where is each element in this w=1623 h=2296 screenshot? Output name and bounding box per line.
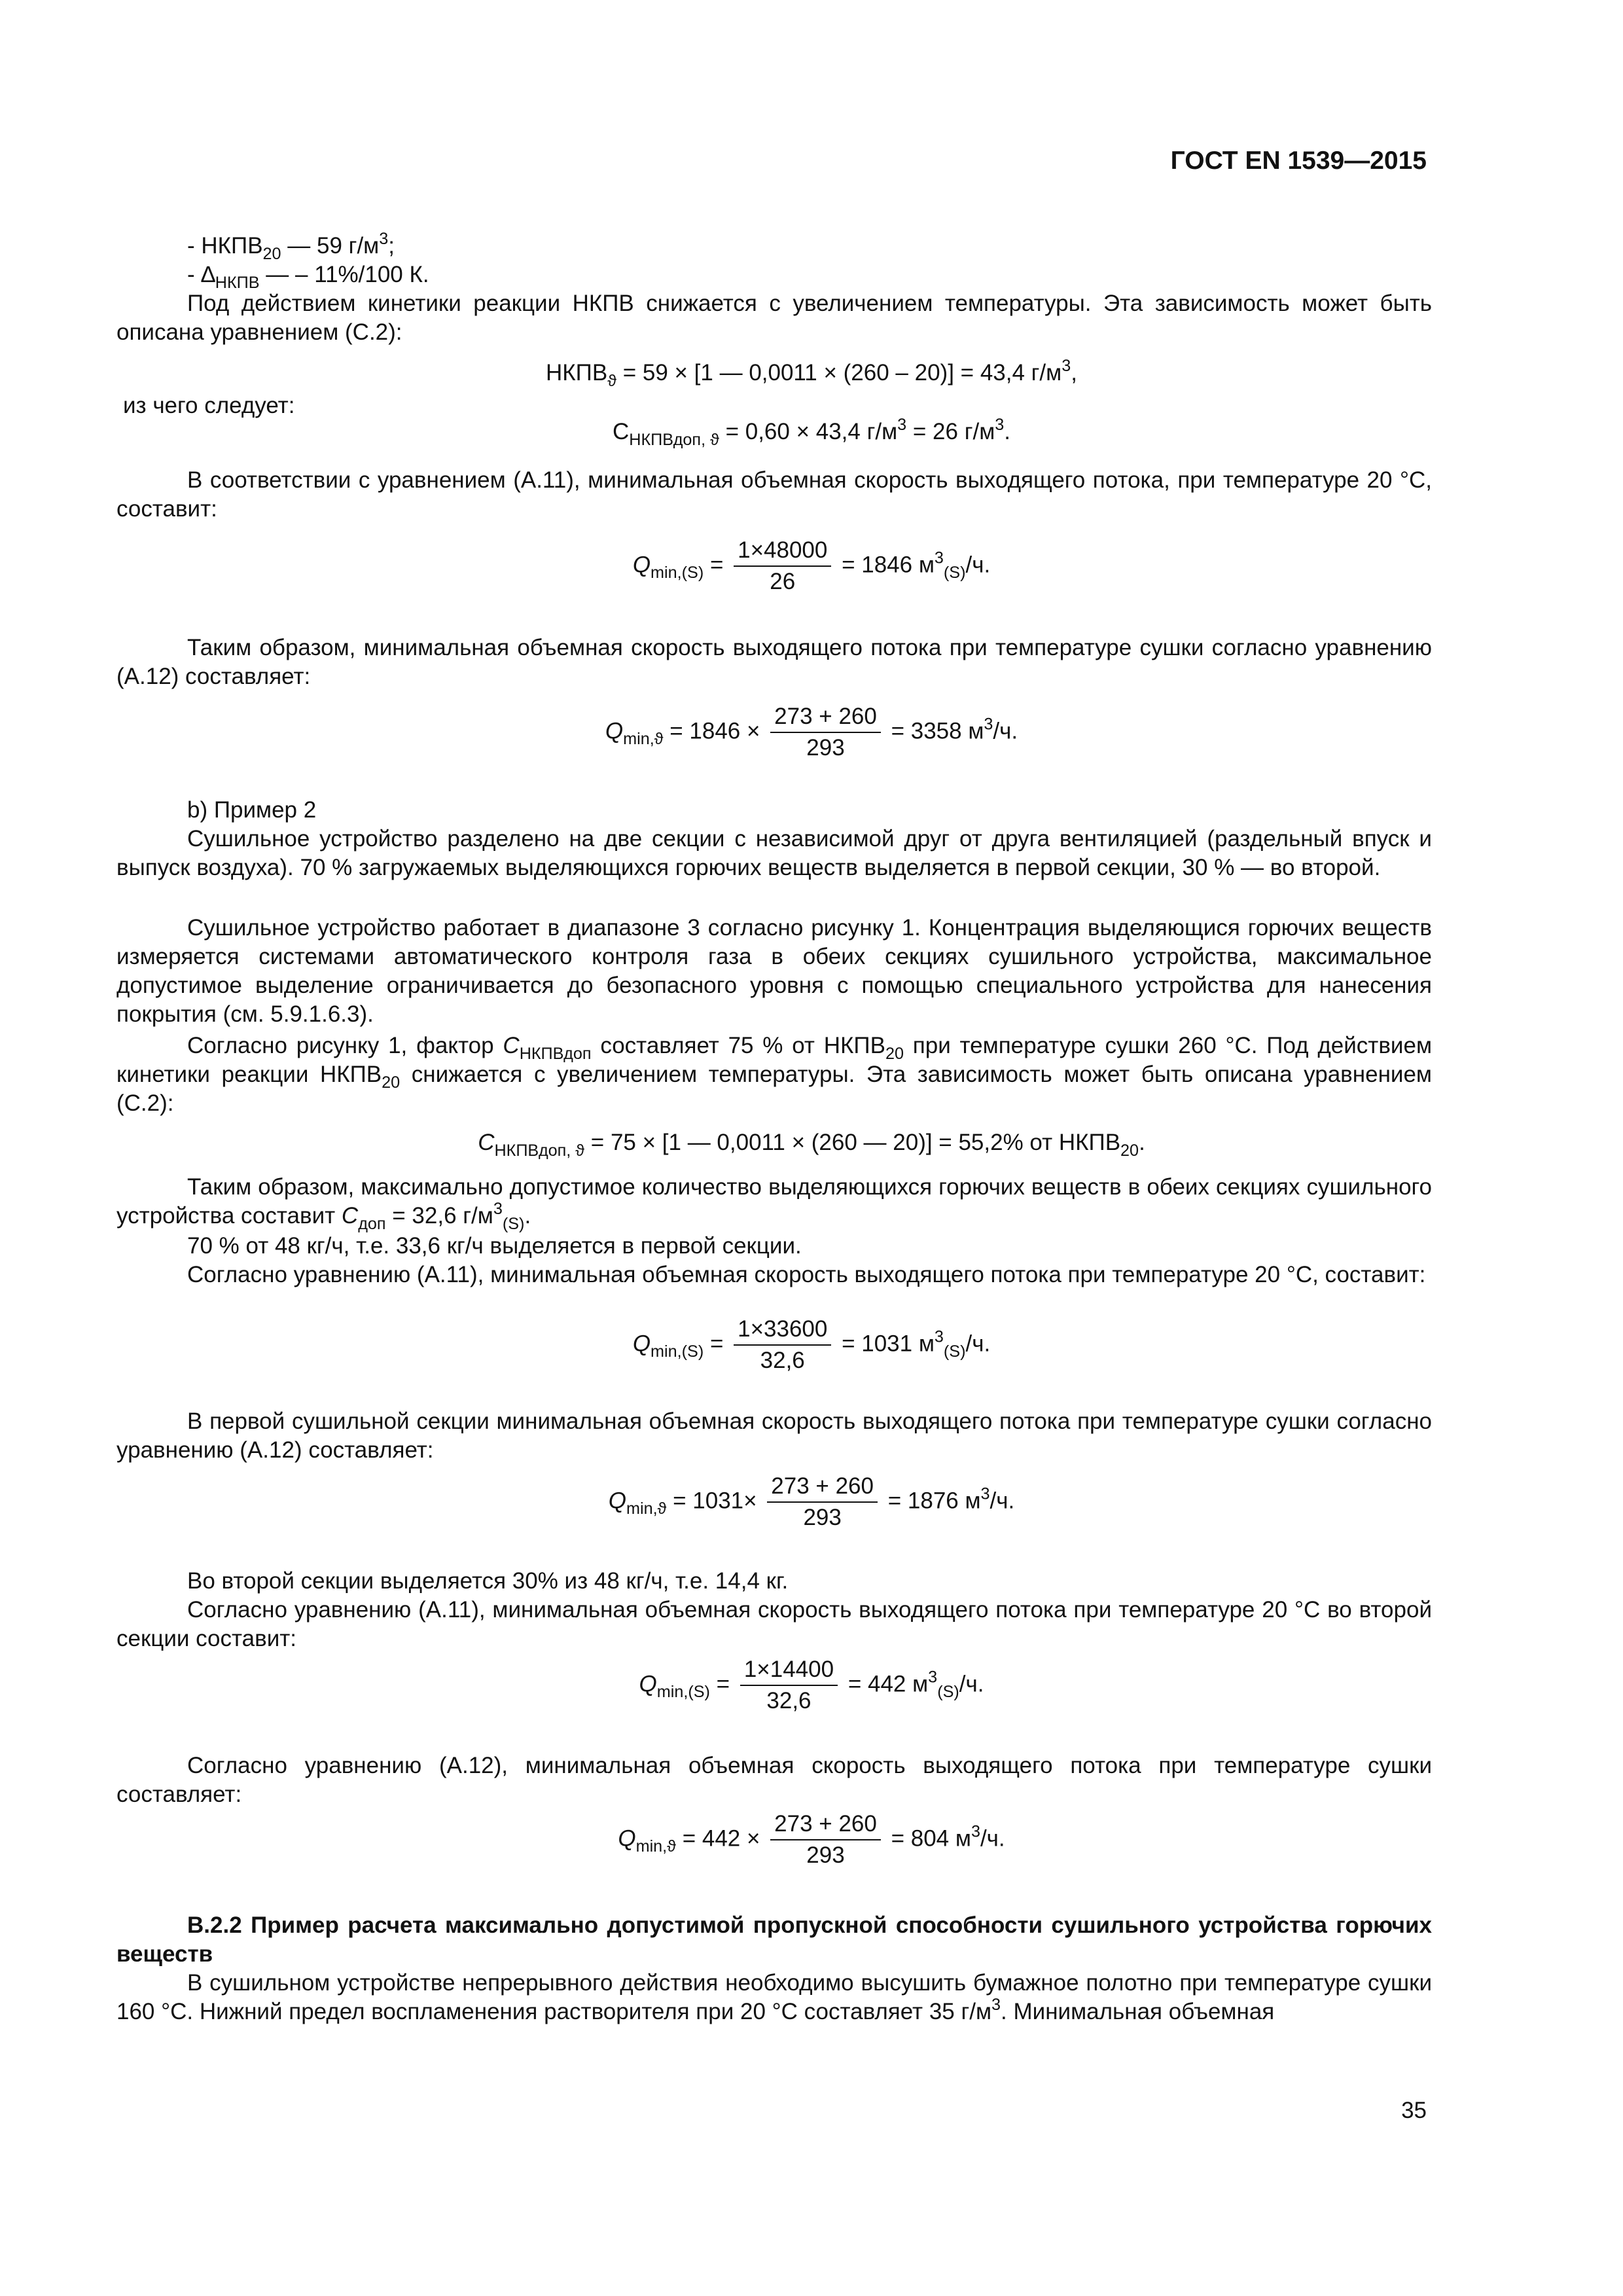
fraction: $\frac{273 + 260}{293}$ [770, 703, 881, 762]
fraction: $\frac{273 + 260}{293}$ [767, 1473, 878, 1532]
paragraph: Сушильное устройство работает в диапазоне 3 согласно рисунку 1. Концентрация выделяющися горючих веществ измеряется системами автоматического контроля газа в обеих секциях сушильного устройства, максимальное допустимое выделение ограничивается до безопасного уровня с помощью специального устройства для нанесения покрытия (см. 5.9.1.6.3). [116, 915, 1432, 1027]
paragraph: Согласно уравнению (А.11), минимальная объемная скорость выходящего потока при температуре 20 °С во второй секции составит: [116, 1597, 1432, 1651]
equation: $Q_{min,(S)}$ = $\frac{1\times 14400}{32,6}$ = 442 $м^3_{(S)}/ч$. [639, 1657, 984, 1713]
fraction: $\frac{1\times 14400}{32,6}$ [740, 1656, 838, 1715]
equation: $НКПВ_ϑ = 59 \times [1$ — 0,0011 × (260 – 20)] = 43,4 $г/м^3$, [546, 357, 1077, 390]
list-item-lel: - $НКПВ_{20}$ — 59 $г/м^3$; [187, 230, 395, 263]
equation: $Q_{min,ϑ} = 1031\times$ $\frac{273 + 260}{293}$ = 1876 $м^3/ч$. [608, 1473, 1015, 1530]
fraction: $\frac{273 + 260}{293}$ [770, 1810, 881, 1869]
fraction: $\frac{1\times 33600}{32,6}$ [734, 1316, 831, 1374]
paragraph: Согласно уравнению (А.12), минимальная объемная скорость выходящего потока при температуре сушки составляет: [116, 1753, 1432, 1807]
paragraph: В сушильном устройстве непрерывного действия необходимо высушить бумажное полотно при температуре сушки 160 °С. Нижний предел воспламенения растворителя при 20 °С составляет 35 $г/м^3$. Минимальная объемная [116, 1970, 1432, 2024]
paragraph: Во второй секции выделяется 30% из 48 кг/ч, т.е. 14,4 кг. [187, 1568, 789, 1594]
section-heading: В.2.2 Пример расчета максимально допустимой пропускной способности сушильного устройства горючих веществ [116, 1912, 1432, 1967]
paragraph: Сушильное устройство разделено на две секции с независимой друг от друга вентиляцией (раздельный впуск и выпуск воздуха). 70 % загружаемых выделяющихся горючих веществ выделяется в первой секции, 30 % — во второй. [116, 826, 1432, 880]
paragraph: В соответствии с уравнением (А.11), минимальная объемная скорость выходящего потока, при температуре 20 °С, составит: [116, 467, 1432, 522]
paragraph: 70 % от 48 кг/ч, т.е. 33,6 кг/ч выделяется в первой секции. [187, 1233, 802, 1259]
document-header: ГОСТ EN 1539—2015 [1170, 147, 1427, 175]
equation: $С_{НКПВдоп, ϑ} = 0,60 \times 43,4$ $г/м^3 = 26$ $г/м^3$. [612, 416, 1011, 449]
paragraph: Согласно рисунку 1, фактор $С_{НКПВдоп}$ составляет 75 % от $НКПВ_{20}$ при температуре сушки 260 °С. Под действием кинетики реакции $НКПВ_{20}$ снижается с увеличением температуры. Эта зависимость может быть описана уравнением (С.2): [116, 1033, 1433, 1116]
paragraph: b) Пример 2 [187, 797, 317, 823]
page-number: 35 [1401, 2098, 1427, 2123]
paragraph: Таким образом, минимальная объемная скорость выходящего потока при температуре сушки согласно уравнению (А.12) составляет: [116, 635, 1432, 689]
equation: $С_{НКПВдоп, ϑ} = 75 \times [1$ — 0,0011 × (260 — 20)] = 55,2% от $НКПВ_{20}$. [478, 1130, 1145, 1160]
paragraph: Таким образом, максимально допустимое количество выделяющихся горючих веществ в обеих секциях сушильного устройства составит $С_{доп} = 32,6$ $г/м^3_{(S)}$. [116, 1174, 1432, 1233]
fraction: $\frac{1\times 48000}{26}$ [734, 537, 831, 596]
equation: $Q_{min,ϑ} = 442$ × $\frac{273 + 260}{293}$ = 804 $м^3/ч$. [618, 1811, 1005, 1868]
paragraph: Согласно уравнению (А.11), минимальная объемная скорость выходящего потока при температуре 20 °С, составит: [187, 1262, 1426, 1287]
equation: $Q_{min,(S)}$ = $\frac{1\times 48000}{26}$ = 1846 $м^3_{(S)}/ч$. [632, 537, 991, 594]
equation: $Q_{min,ϑ} = 1846$ × $\frac{273 + 260}{293}$ = 3358 $м^3/ч$. [605, 704, 1018, 761]
paragraph: из чего следует: [123, 393, 295, 418]
equation: $Q_{min,(S)}$ = $\frac{1\times 33600}{32,6}$ = 1031 $м^3_{(S)}/ч$. [632, 1316, 991, 1373]
paragraph: В первой сушильной секции минимальная объемная скорость выходящего потока при температуре сушки согласно уравнению (А.12) составляет: [116, 1408, 1432, 1463]
list-item-delta: - $\Delta_{НКПВ}$ — – 11%/100 К. [187, 262, 429, 292]
paragraph: Под действием кинетики реакции НКПВ снижается с увеличением температуры. Эта зависимость может быть описана уравнением (С.2): [116, 291, 1432, 345]
